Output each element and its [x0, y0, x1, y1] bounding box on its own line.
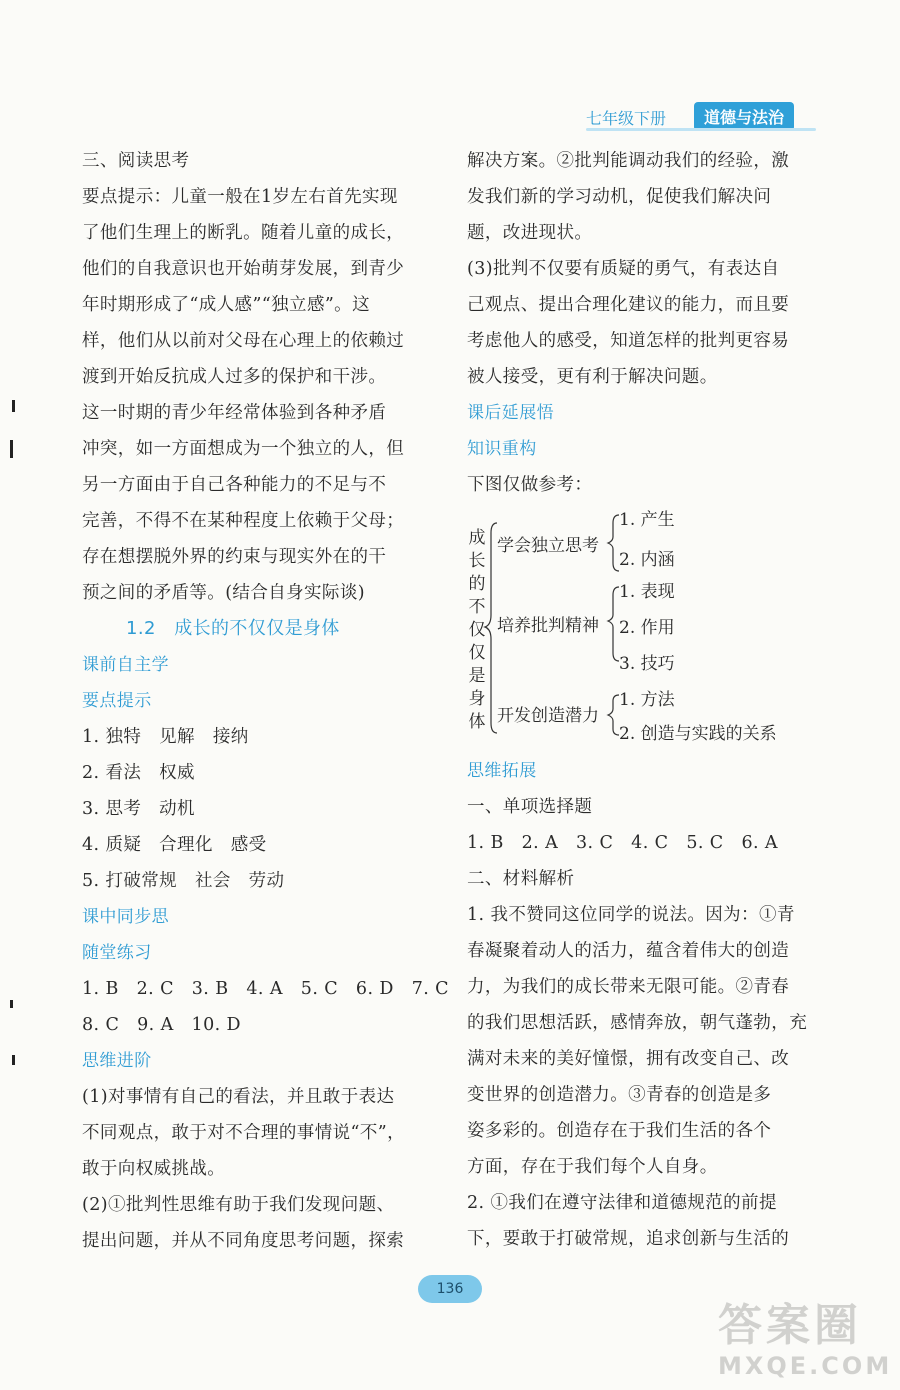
material-line: 2. ①我们在遵守法律和道德规范的前提	[467, 1193, 777, 1213]
reading-line: 完善，不得不在某种程度上依赖于父母；	[82, 511, 405, 531]
after-class-heading: 课后延展悟	[467, 403, 554, 423]
material-line: 的我们思想活跃，感情奔放，朝气蓬勃，充	[467, 1013, 808, 1033]
material-line: 春凝聚着动人的活力，蕴含着伟大的创造	[467, 941, 790, 961]
page-header	[586, 100, 816, 134]
key-point: 2. 看法 权威	[82, 763, 195, 783]
section-title: 1.2 成长的不仅仅是身体	[126, 618, 340, 639]
answer-line: 己观点、提出合理化建议的能力，而且要	[467, 295, 790, 315]
page-number: 136	[418, 1275, 482, 1303]
practice-heading: 随堂练习	[82, 943, 152, 963]
material-line: 1. 我不赞同这位同学的说法。因为：①青	[467, 905, 795, 925]
practice-answers: 8. C 9. A 10. D	[82, 1015, 241, 1035]
left-column	[82, 143, 449, 1259]
reading-line: 了他们生理上的断乳。随着儿童的成长，	[82, 223, 405, 243]
watermark-text: 答案圈	[718, 1300, 862, 1351]
key-point: 3. 思考 动机	[82, 799, 195, 819]
knowledge-heading: 知识重构	[467, 439, 537, 459]
answer-line: 被人接受，更有利于解决问题。	[467, 367, 718, 387]
advance-line: 敢于向权威挑战。	[82, 1159, 226, 1179]
reading-line: 预之间的矛盾等。(结合自身实际谈)	[82, 583, 365, 603]
answer-line: 发我们新的学习动机，促使我们解决问	[467, 187, 772, 207]
tree-leaf: 2. 作用	[619, 618, 675, 638]
key-point: 4. 质疑 合理化 感受	[82, 835, 267, 855]
advance-line: (2)①批判性思维有助于我们发现问题、	[82, 1195, 395, 1215]
knowledge-tree	[467, 503, 817, 753]
reference-note: 下图仅做参考：	[467, 475, 593, 495]
material-line: 变世界的创造潜力。③青春的创造是多	[467, 1085, 772, 1105]
advance-heading: 思维进阶	[82, 1051, 152, 1071]
key-points-heading: 要点提示	[82, 691, 152, 711]
tree-branch: 开发创造潜力	[497, 706, 599, 726]
reading-line: 样，他们从以前对父母在心理上的依赖过	[82, 331, 405, 351]
watermark-url: MXQE.COM	[718, 1352, 893, 1380]
choice-answers: 1. B 2. A 3. C 4. C 5. C 6. A	[467, 833, 778, 853]
answer-line: (3)批判不仅要有质疑的勇气，有表达自	[467, 259, 780, 279]
grade-label: 七年级下册	[586, 109, 667, 128]
material-line: 力，为我们的成长带来无限可能。②青春	[467, 977, 790, 997]
answer-line: 解决方案。②批判能调动我们的经验，激	[467, 151, 790, 171]
reading-line: 存在想摆脱外界的约束与现实外在的干	[82, 547, 387, 567]
tree-leaf: 2. 内涵	[619, 550, 675, 570]
reading-line: 另一方面由于自己各种能力的不足与不	[82, 475, 387, 495]
material-line: 方面，存在于我们每个人自身。	[467, 1157, 718, 1177]
binding-mark	[10, 440, 13, 458]
binding-mark	[12, 1055, 15, 1065]
right-column	[467, 143, 817, 1257]
key-point: 5. 打破常规 社会 劳动	[82, 871, 285, 891]
material-title: 二、材料解析	[467, 869, 575, 889]
reading-line: 这一时期的青少年经常体验到各种矛盾	[82, 403, 387, 423]
reading-title: 三、阅读思考	[82, 151, 190, 171]
tree-leaf: 3. 技巧	[619, 654, 675, 674]
key-point: 1. 独特 见解 接纳	[82, 727, 249, 747]
material-line: 下，要敢于打破常规，追求创新与生活的	[467, 1229, 790, 1249]
binding-mark	[12, 400, 15, 412]
tree-branch: 学会独立思考	[497, 536, 599, 556]
header-rule	[586, 128, 816, 131]
reading-line: 他们的自我意识也开始萌芽发展，到青少	[82, 259, 405, 279]
in-class-heading: 课中同步思	[82, 907, 169, 927]
advance-line: (1)对事情有自己的看法，并且敢于表达	[82, 1087, 395, 1107]
tree-leaf: 2. 创造与实践的关系	[619, 724, 777, 744]
practice-answers: 1. B 2. C 3. B 4. A 5. C 6. D 7. C	[82, 979, 449, 999]
binding-mark	[10, 1000, 13, 1008]
advance-line: 提出问题，并从不同角度思考问题，探索	[82, 1231, 405, 1251]
material-line: 姿多彩的。创造存在于我们生活的各个	[467, 1121, 772, 1141]
tree-branch: 培养批判精神	[497, 616, 599, 636]
answer-line: 题，改进现状。	[467, 223, 593, 243]
watermark-logo	[718, 1300, 893, 1382]
pre-class-heading: 课前自主学	[82, 655, 169, 675]
reading-line: 要点提示：儿童一般在1岁左右首先实现	[82, 187, 398, 207]
reading-line: 渡到开始反抗成人过多的保护和干涉。	[82, 367, 387, 387]
reading-line: 年时期形成了“成人感”“独立感”。这	[82, 295, 370, 315]
tree-root: 成长的不仅仅是身体	[468, 528, 486, 732]
subject-label: 道德与法治	[694, 102, 794, 131]
expand-heading: 思维拓展	[467, 761, 537, 781]
advance-line: 不同观点，敢于对不合理的事情说“不”，	[82, 1123, 405, 1143]
material-line: 满对未来的美好憧憬，拥有改变自己、改	[467, 1049, 790, 1069]
tree-leaf: 1. 产生	[619, 510, 675, 530]
tree-leaf: 1. 方法	[619, 690, 675, 710]
choice-title: 一、单项选择题	[467, 797, 593, 817]
tree-leaf: 1. 表现	[619, 582, 675, 602]
reading-line: 冲突，如一方面想成为一个独立的人，但	[82, 439, 405, 459]
answer-line: 考虑他人的感受，知道怎样的批判更容易	[467, 331, 790, 351]
